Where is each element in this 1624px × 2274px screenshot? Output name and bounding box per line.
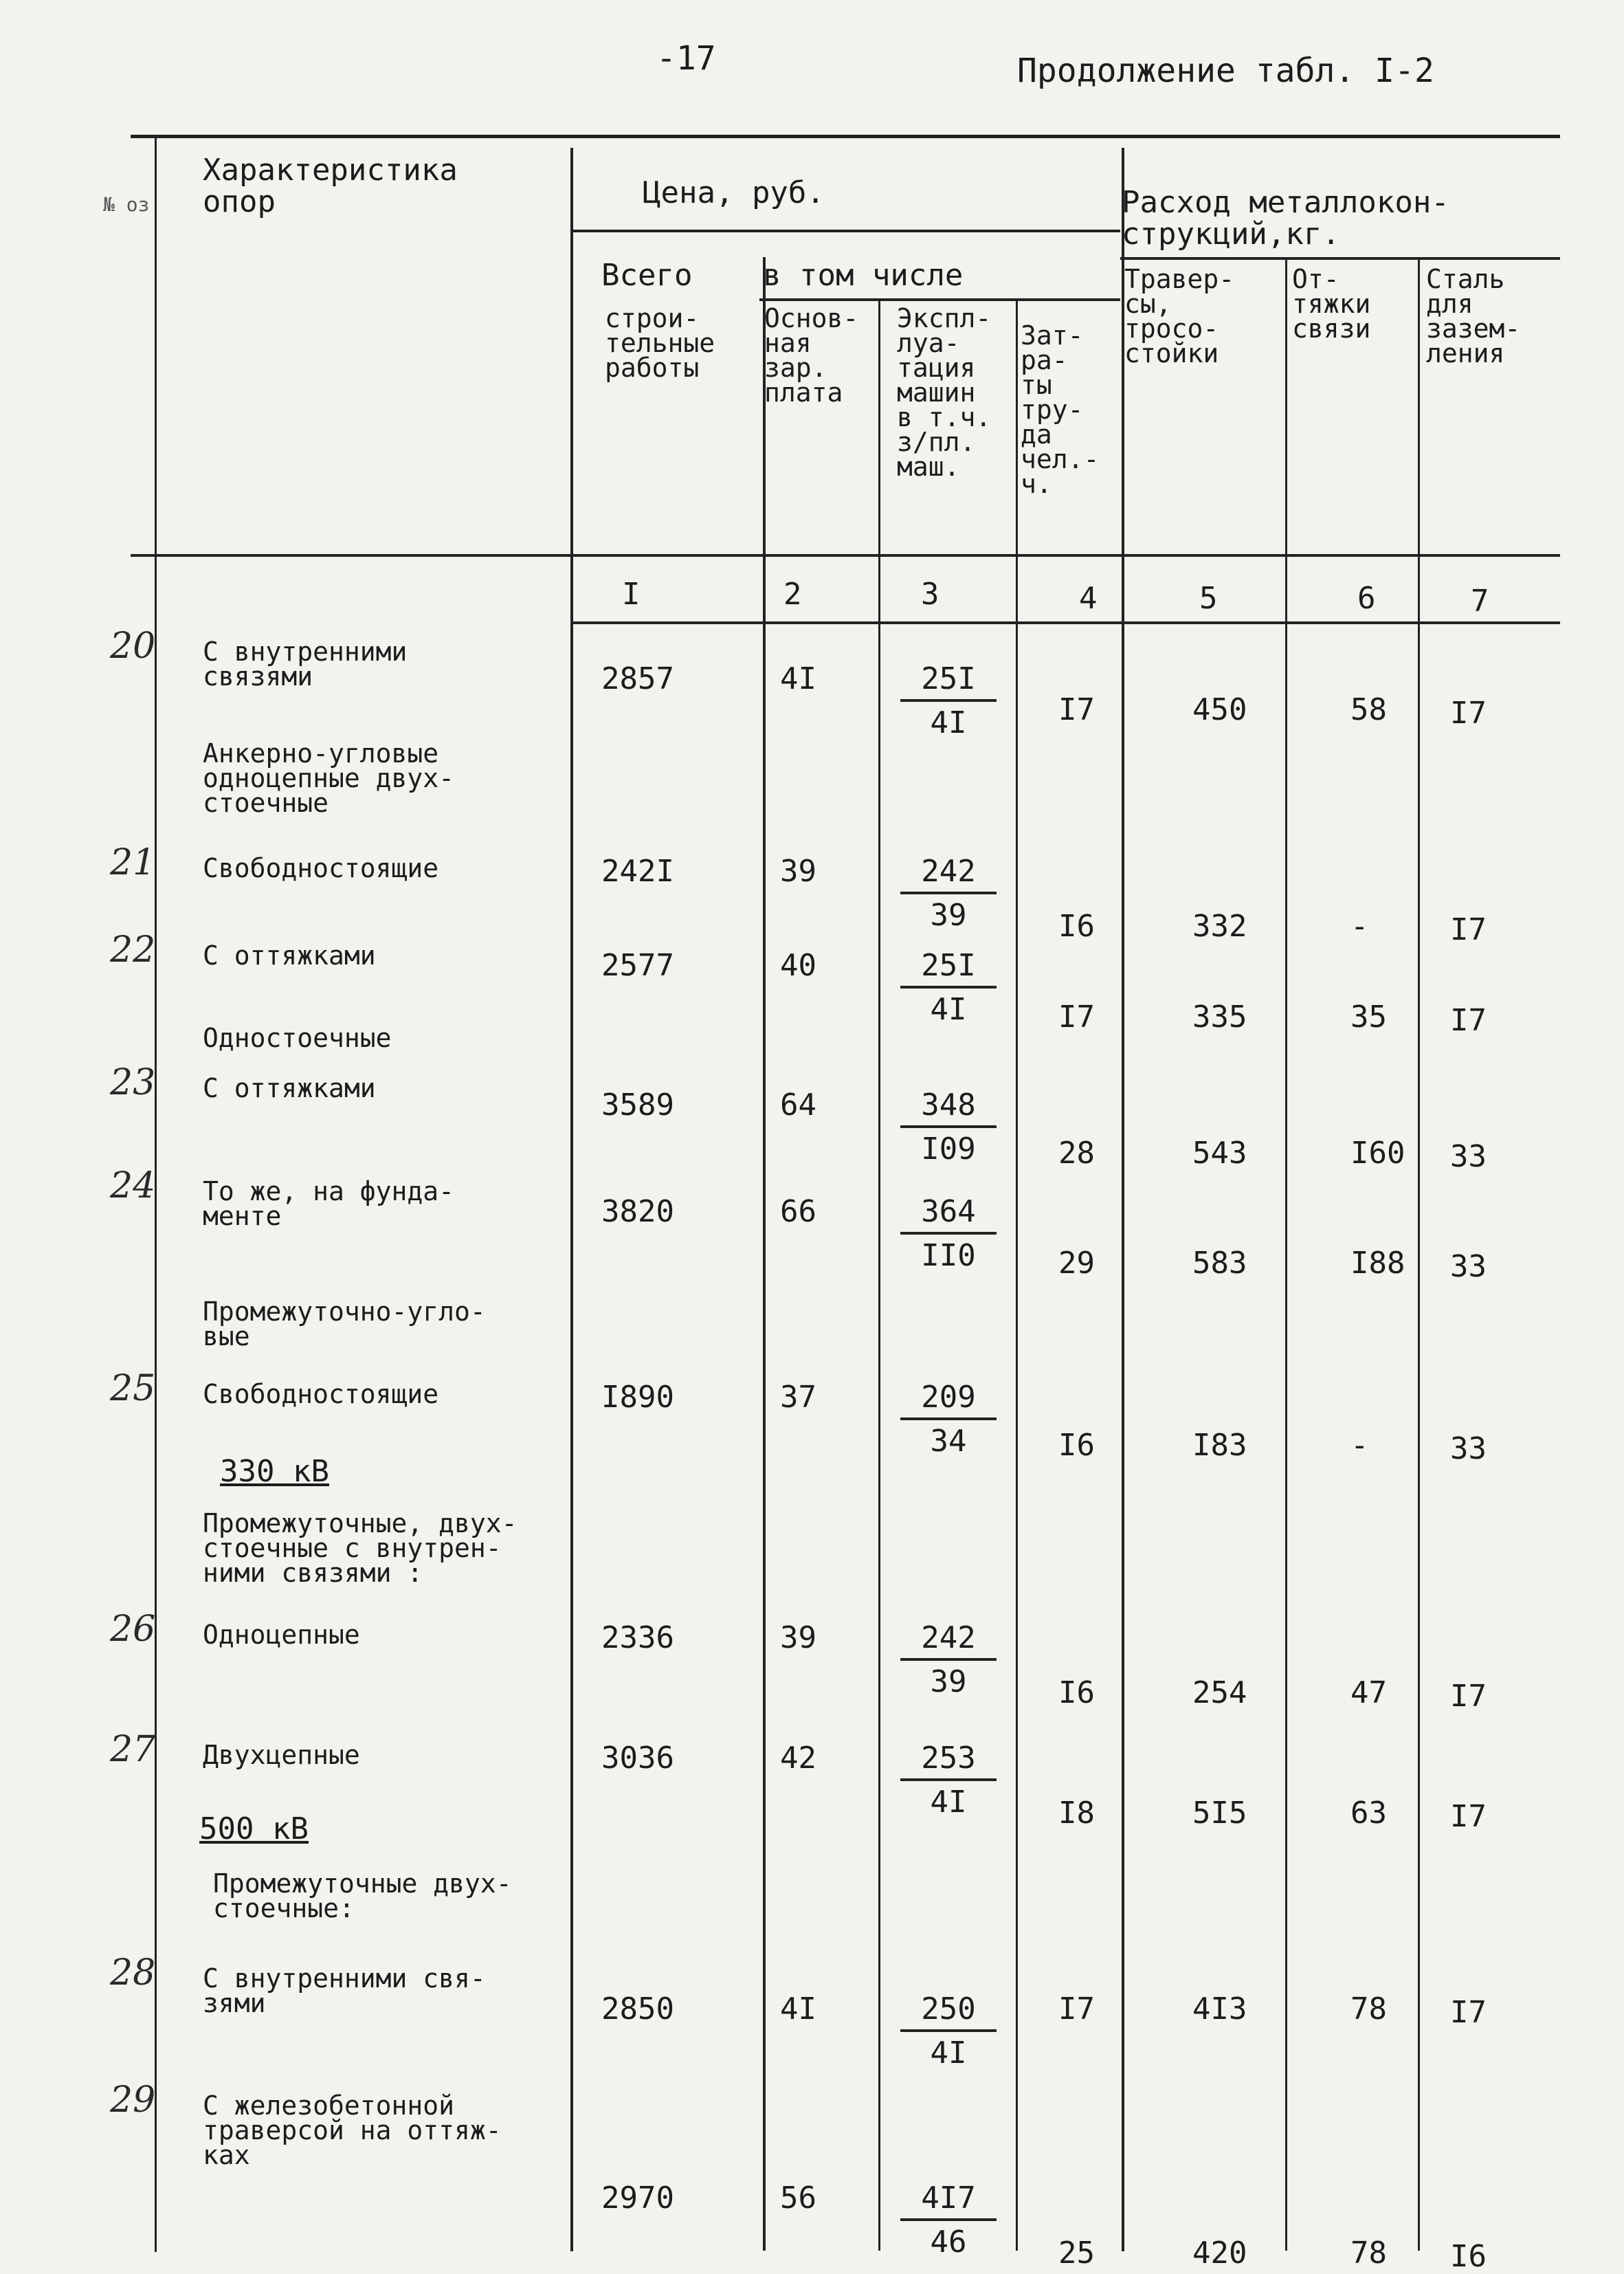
- colnum-1: I: [622, 577, 641, 612]
- cell-machines-fraction: [893, 1622, 1003, 1698]
- row-number-handwritten: 22: [110, 929, 156, 971]
- cell-steel: I7: [1450, 1995, 1487, 2030]
- cell-traverses: 420: [1192, 2236, 1247, 2271]
- cell-wages: 40: [780, 948, 816, 983]
- cell-machines-fraction: [893, 1196, 1003, 1272]
- header-wages: Основ- ная зар. плата: [764, 303, 859, 408]
- metal-header-rule: [1120, 257, 1560, 260]
- header-steel: Сталь для зазем- ления: [1426, 264, 1521, 368]
- cell-construction: 3036: [601, 1741, 674, 1776]
- row-characteristic: С железобетонной траверсой на оттяж- ках: [203, 2090, 502, 2170]
- vline-machines: [1016, 298, 1018, 2251]
- vline-labor: [1122, 148, 1124, 2251]
- vline-wages: [878, 298, 880, 2251]
- cell-guys: 63: [1350, 1796, 1387, 1831]
- page-number: -17: [656, 39, 716, 78]
- cell-wages: 39: [780, 854, 816, 889]
- colnum-5: 5: [1199, 581, 1218, 616]
- cell-traverses: 335: [1192, 1000, 1247, 1035]
- machines-wages: I09: [921, 1132, 976, 1167]
- cell-construction: I890: [601, 1380, 674, 1415]
- fraction-bar: [900, 1232, 997, 1235]
- fraction-bar: [900, 1125, 997, 1128]
- machines-total: 25I: [921, 948, 976, 983]
- header-labor: Зат- ра- ты тру- да чел.- ч.: [1021, 320, 1100, 499]
- section-500kv: 500 кВ: [199, 1811, 309, 1846]
- cell-labor: I8: [1058, 1796, 1095, 1831]
- cell-traverses: I83: [1192, 1428, 1247, 1463]
- colnum-bottom-rule: [570, 621, 1560, 624]
- cell-machines-fraction: [893, 663, 1003, 739]
- cell-labor: I6: [1058, 909, 1095, 944]
- cell-machines-fraction: [893, 1991, 1003, 2071]
- machines-total: 242: [921, 854, 976, 889]
- row-number-handwritten: 25: [110, 1368, 156, 1409]
- cell-steel: 33: [1450, 1431, 1487, 1466]
- cell-labor: I7: [1058, 692, 1095, 727]
- cell-wages: 4I: [780, 661, 816, 696]
- header-machines: Экспл- луа- тация машин в т.ч. з/пл. маш.: [897, 303, 992, 482]
- row-number-handwritten: 21: [110, 842, 156, 883]
- cell-construction: 2850: [601, 1991, 674, 2027]
- header-bottom-rule: [131, 554, 1560, 557]
- cell-steel: I7: [1450, 1799, 1487, 1834]
- cell-machines-fraction: [893, 856, 1003, 931]
- machines-wages: 46: [930, 2225, 967, 2260]
- section-intermediate-corner: Промежуточно-угло- вые: [203, 1296, 486, 1351]
- row-number-handwritten: 27: [110, 1729, 156, 1770]
- cell-traverses: 332: [1192, 909, 1247, 944]
- cell-guys: I60: [1350, 1136, 1405, 1171]
- row-number-handwritten: 20: [110, 626, 156, 667]
- section-anchor-corner: Анкерно-угловые одноцепные двух- стоечные: [203, 738, 455, 818]
- cell-wages: 66: [780, 1194, 816, 1229]
- header-guys: От- тяжки связи: [1292, 264, 1371, 344]
- colnum-7: 7: [1471, 584, 1489, 619]
- cell-steel: I7: [1450, 912, 1487, 947]
- colnum-3: 3: [921, 577, 939, 612]
- cell-construction: 2970: [601, 2181, 674, 2216]
- header-construction: строи- тельные работы: [605, 303, 715, 383]
- cell-steel: 33: [1450, 1139, 1487, 1174]
- cell-labor: 25: [1058, 2236, 1095, 2271]
- cell-guys: 58: [1350, 692, 1387, 727]
- cell-guys: 35: [1350, 1000, 1387, 1035]
- including-header-rule: [759, 298, 1120, 301]
- vline-characteristic: [570, 148, 573, 2251]
- machines-total: 250: [921, 1991, 976, 2027]
- colnum-2: 2: [783, 577, 802, 612]
- cell-guys: -: [1350, 909, 1369, 944]
- fraction-bar: [900, 2029, 997, 2032]
- machines-wages: 4I: [930, 705, 967, 740]
- vline-traverses: [1285, 257, 1287, 2251]
- cell-guys: 47: [1350, 1675, 1387, 1710]
- row-characteristic: Свободностоящие: [203, 1379, 439, 1409]
- cell-steel: I7: [1450, 696, 1487, 731]
- cell-wages: 42: [780, 1741, 816, 1776]
- table-continuation-title: Продолжение табл. I-2: [1017, 52, 1434, 90]
- cell-traverses: 450: [1192, 692, 1247, 727]
- cell-machines-fraction: [893, 2183, 1003, 2258]
- cell-machines-fraction: [893, 1090, 1003, 1165]
- vline-total: [763, 257, 766, 2251]
- row-characteristic: С внутренними свя- зями: [203, 1963, 486, 2018]
- fraction-bar: [900, 1417, 997, 1420]
- cell-labor: I6: [1058, 1675, 1095, 1710]
- cell-labor: I6: [1058, 1428, 1095, 1463]
- cell-labor: 28: [1058, 1136, 1095, 1171]
- cell-guys: 78: [1350, 2236, 1387, 2271]
- machines-wages: 4I: [930, 2035, 967, 2071]
- header-number: № оз: [103, 193, 150, 216]
- cell-machines-fraction: [893, 950, 1003, 1026]
- header-metal: Расход металлокон- струкций,кг.: [1122, 185, 1449, 252]
- machines-wages: 39: [930, 1664, 967, 1699]
- cell-labor: I7: [1058, 1000, 1095, 1035]
- cell-machines-fraction: [893, 1743, 1003, 1818]
- row-number-handwritten: 23: [110, 1062, 156, 1103]
- cell-wages: 64: [780, 1088, 816, 1123]
- fraction-bar: [900, 892, 997, 894]
- cell-steel: I7: [1450, 1003, 1487, 1038]
- cell-construction: 242I: [601, 854, 674, 889]
- section-intermediate-two-post: Промежуточные, двух- стоечные с внутрен- ними связями :: [203, 1508, 518, 1588]
- row-number-handwritten: 24: [110, 1165, 156, 1206]
- cell-guys: 78: [1350, 1991, 1387, 2027]
- machines-wages: 4I: [930, 1785, 967, 1820]
- row-number-handwritten: 28: [110, 1952, 156, 1994]
- cell-labor: 29: [1058, 1246, 1095, 1281]
- row-characteristic: То же, на фунда- менте: [203, 1176, 455, 1231]
- cell-traverses: 543: [1192, 1136, 1247, 1171]
- cell-wages: 4I: [780, 1991, 816, 2027]
- header-price: Цена, руб.: [643, 175, 825, 210]
- fraction-bar: [900, 1778, 997, 1781]
- machines-total: 4I7: [921, 2181, 976, 2216]
- machines-total: 25I: [921, 661, 976, 696]
- machines-total: 348: [921, 1088, 976, 1123]
- fraction-bar: [900, 2218, 997, 2221]
- cell-guys: I88: [1350, 1246, 1405, 1281]
- section-330kv: 330 кВ: [220, 1454, 329, 1489]
- cell-wages: 39: [780, 1620, 816, 1655]
- cell-wages: 56: [780, 2181, 816, 2216]
- fraction-bar: [900, 699, 997, 702]
- fraction-bar: [900, 986, 997, 989]
- cell-traverses: 5I5: [1192, 1796, 1247, 1831]
- cell-labor: I7: [1058, 1991, 1095, 2027]
- vline-guys: [1418, 257, 1420, 2251]
- cell-construction: 2857: [601, 661, 674, 696]
- row-characteristic: Свободностоящие: [203, 853, 439, 883]
- row-characteristic: С оттяжками: [203, 940, 376, 971]
- machines-total: 242: [921, 1620, 976, 1655]
- machines-wages: 34: [930, 1424, 967, 1459]
- section-intermediate-two-post-500: Промежуточные двух- стоечные:: [213, 1868, 512, 1923]
- price-header-rule: [570, 230, 1120, 232]
- cell-steel: I7: [1450, 1679, 1487, 1714]
- colnum-4: 4: [1079, 581, 1098, 616]
- cell-construction: 2336: [601, 1620, 674, 1655]
- row-number-handwritten: 29: [110, 2079, 156, 2121]
- cell-guys: -: [1350, 1428, 1369, 1463]
- fraction-bar: [900, 1658, 997, 1661]
- table-top-rule: [131, 135, 1560, 138]
- section-single-post: Одностоечные: [203, 1023, 392, 1053]
- header-including: в том числе: [763, 258, 964, 293]
- cell-construction: 2577: [601, 948, 674, 983]
- row-characteristic: Двухцепные: [203, 1740, 360, 1770]
- machines-wages: II0: [921, 1238, 976, 1273]
- cell-machines-fraction: [893, 1382, 1003, 1457]
- cell-steel: I6: [1450, 2239, 1487, 2274]
- machines-wages: 39: [930, 898, 967, 933]
- header-total: Всего: [601, 258, 693, 293]
- row-number-handwritten: 26: [110, 1609, 156, 1650]
- cell-traverses: 254: [1192, 1675, 1247, 1710]
- machines-total: 364: [921, 1194, 976, 1229]
- machines-total: 253: [921, 1741, 976, 1776]
- row-characteristic: С внутренними связями: [203, 637, 408, 692]
- row-characteristic: С оттяжками: [203, 1073, 376, 1103]
- machines-wages: 4I: [930, 992, 967, 1027]
- header-characteristic: Характеристика опор: [203, 153, 458, 219]
- colnum-6: 6: [1357, 581, 1376, 616]
- row-characteristic: Одноцепные: [203, 1620, 360, 1650]
- cell-wages: 37: [780, 1380, 816, 1415]
- cell-traverses: 4I3: [1192, 1991, 1247, 2027]
- header-traverses: Травер- сы, тросо- стойки: [1124, 264, 1235, 368]
- cell-steel: 33: [1450, 1249, 1487, 1284]
- cell-traverses: 583: [1192, 1246, 1247, 1281]
- machines-total: 209: [921, 1380, 976, 1415]
- cell-construction: 3820: [601, 1194, 674, 1229]
- cell-construction: 3589: [601, 1088, 674, 1123]
